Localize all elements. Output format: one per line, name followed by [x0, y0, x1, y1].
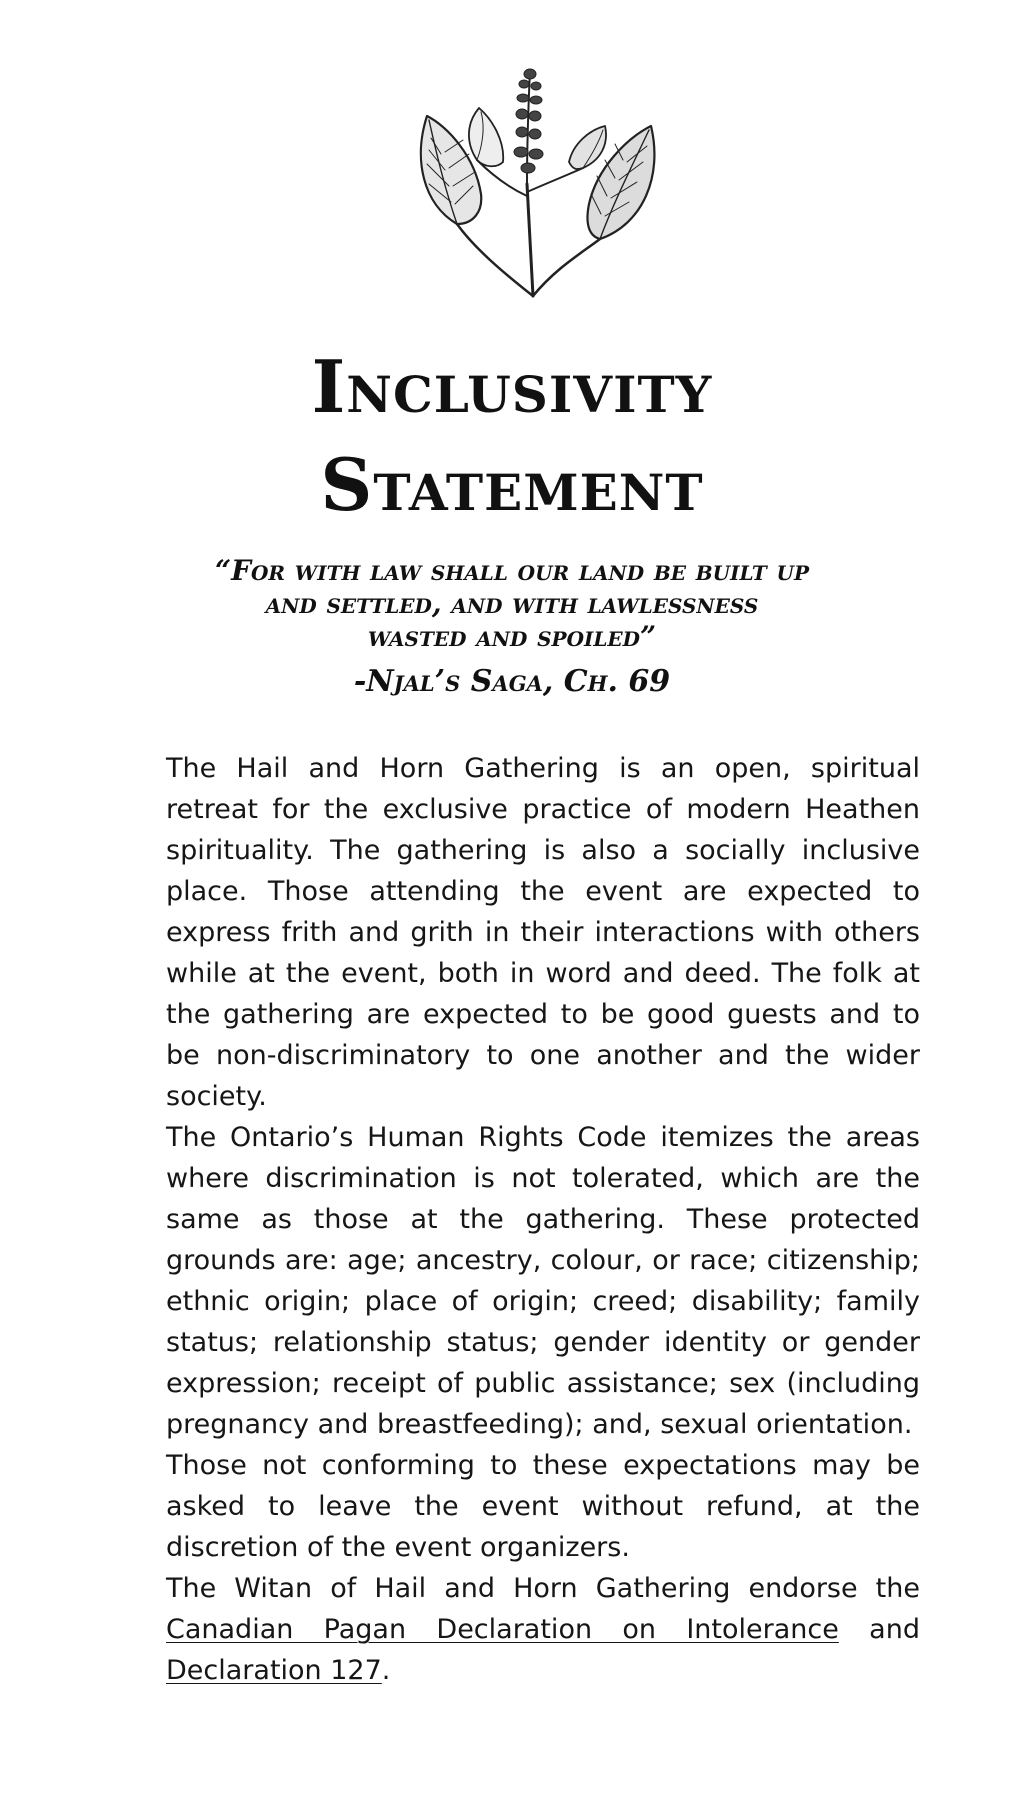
epigraph-quote-line-1: “For with law shall our land be built up [215, 554, 809, 587]
statement-paragraph-1: The Hail and Horn Gathering is an open, spiritual retreat for the exclusive practice of modern Heathen spirituality. The gathering is also a socially inclusive place. Those attending the event are expected to express frith and grith in their interactions with others while at the event, both in word and deed. The folk at the gathering are expected to be good guests and to be non-discriminatory to one another and the wider society. [166, 753, 920, 1112]
epigraph-quote [0, 554, 1024, 653]
paragraph-4-suffix: . [381, 1655, 391, 1686]
page-title-line-1: Inclusivity [311, 344, 713, 429]
page-title-line-2: Statement [320, 442, 704, 527]
declaration-127-link[interactable]: Declaration 127 [166, 1655, 382, 1686]
paragraph-4-prefix: The Witan of Hail and Horn Gathering endorse the [166, 1573, 920, 1604]
basil-sprig-illustration-icon [405, 64, 671, 304]
paragraph-4-middle: and [838, 1614, 920, 1645]
statement-paragraph-3: Those not conforming to these expectations may be asked to leave the event without refund, at the discretion of the event organizers. [166, 1450, 920, 1563]
statement-paragraph-4 [166, 1568, 920, 1691]
epigraph-quote-line-3: wasted and spoiled” [367, 620, 657, 653]
statement-body [166, 748, 920, 1691]
statement-paragraph-2: The Ontario’s Human Rights Code itemizes the areas where discrimination is not tolerated, which are the same as those at the gathering. These protected grounds are: age; ancestry, colour, or race; citizenship; ethnic origin; place of origin; creed; disability; family status; relationship status; gender identity or gender expression; receipt of public assistance; sex (including pregnancy and breastfeeding); and, sexual orientation. [166, 1122, 920, 1440]
epigraph-attribution: -Njal’s Saga, Ch. 69 [353, 664, 671, 699]
canadian-pagan-declaration-link[interactable]: Canadian Pagan Declaration on Intolerance [166, 1614, 839, 1645]
page-title [0, 338, 1024, 534]
epigraph-quote-line-2: and settled, and with lawlessness [265, 587, 759, 620]
